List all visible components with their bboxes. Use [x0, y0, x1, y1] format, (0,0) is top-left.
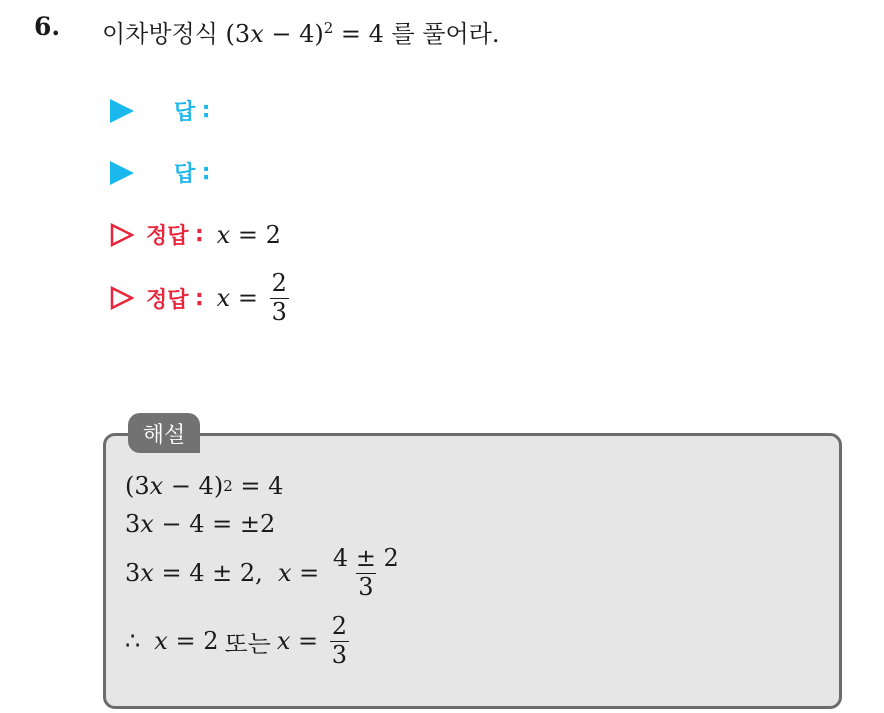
fraction: $\frac{2}{3}$: [331, 612, 348, 669]
explanation-line-2: 3 x − 4 = ±2: [125, 510, 276, 538]
explanation-line-1: (3 x − 4) 2 = 4: [125, 472, 284, 500]
correct-answer-label: 정답 ∶: [146, 287, 203, 313]
correct-answer-value: x = 2: [216, 220, 281, 249]
question-number: 6.: [34, 12, 61, 41]
correct-answer-value: x = $\frac{2}{3}$: [216, 269, 287, 326]
outline-triangle-icon: [110, 223, 134, 247]
explanation-line-4: ∴ x = 2 또는 x = $\frac{2}{3}$: [125, 612, 348, 669]
play-triangle-icon: [110, 161, 134, 185]
answer-label: 답 ∶: [174, 100, 210, 125]
correct-answer-label: 정답 ∶: [146, 224, 203, 249]
explanation-tag: 해설: [128, 413, 200, 453]
question-text: 이차방정식 $(3x - 4)^2 = 4$ 를 풀어라.: [102, 19, 500, 48]
correct-answer-row-1: [110, 219, 281, 250]
answer-row-1: [110, 95, 209, 126]
correct-answer-row-2: [110, 270, 293, 326]
fraction: $\frac{2}{3}$: [271, 269, 287, 326]
explanation-line-3: 3 x = 4 ± 2, x = $\frac{4 \pm 2}{3}$: [125, 544, 399, 601]
fraction: $\frac{4 \pm 2}{3}$: [332, 544, 399, 601]
answer-label: 답 ∶: [174, 162, 210, 187]
outline-triangle-icon: [110, 286, 134, 310]
play-triangle-icon: [110, 99, 134, 123]
answer-row-2: [110, 157, 209, 188]
